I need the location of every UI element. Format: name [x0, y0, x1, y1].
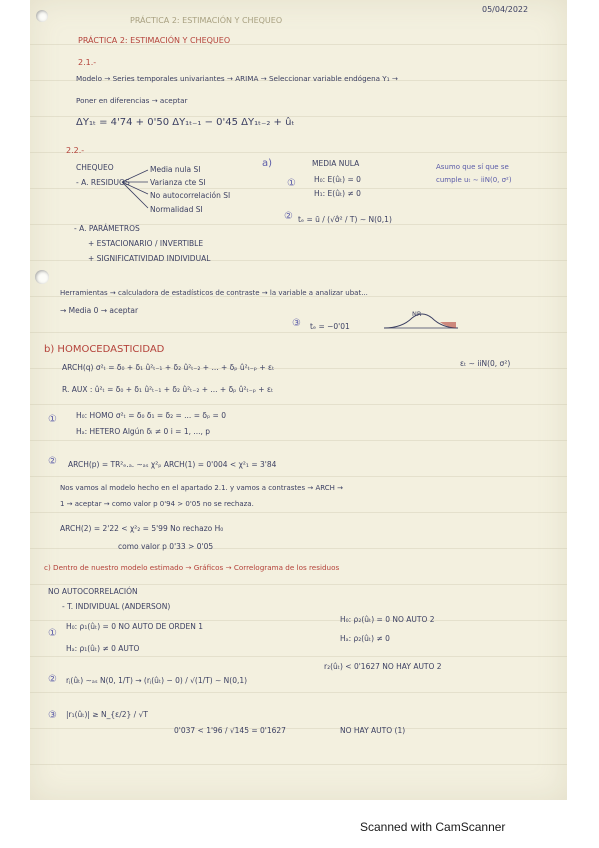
t-statistic: tₑ = ū / (√σ̂² / T) ∼ N(0,1) — [298, 215, 392, 224]
normalidad-item: Normalidad SI — [150, 205, 203, 214]
no-auto-1: NO HAY AUTO (1) — [340, 726, 406, 735]
b-ha: Hₐ: HETERO Algún δᵢ ≠ 0 i = 1, ..., p — [76, 427, 211, 436]
p-value-note: como valor p 0'33 > 0'05 — [118, 542, 214, 551]
s21-line2: Poner en diferencias → aceptar — [76, 96, 188, 105]
c-h0-1: H₀: ρ₁(ûₜ) = 0 NO AUTO DE ORDEN 1 — [66, 622, 204, 631]
varianza-item: Varianza cte SI — [150, 178, 206, 187]
r-aux: R. AUX : û²ₜ = δ₀ + δ₁ û²ₜ₋₁ + δ₂ û²ₜ₋₂ + ... + δₚ û²ₜ₋ₚ + εₜ — [62, 385, 274, 394]
h0-media: H₀: E(ûₜ) = 0 — [314, 175, 361, 184]
c-circle-1: ① — [48, 628, 57, 639]
b-note-2: 1 → aceptar → como valor p 0'94 > 0'05 no se rechaza. — [60, 500, 254, 508]
camscanner-watermark: Scanned with CamScanner — [360, 820, 506, 834]
circle-1: ① — [287, 178, 296, 189]
part-a-label: a) — [262, 158, 273, 169]
b-h0: H₀: HOMO σ²ₜ = δ₀ δ₁ = δ₂ = ... = δₚ = 0 — [76, 411, 226, 420]
t-individual: - T. INDIVIDUAL (ANDERSON) — [62, 602, 171, 611]
b-circle-1: ① — [48, 414, 57, 425]
t-value: tₑ = −0'01 — [310, 322, 350, 331]
circle-3: ③ — [292, 318, 301, 329]
media-nula-title: MEDIA NULA — [312, 159, 360, 168]
arch-p: ARCH(p) = TR²ₑ.ₐ. ∼ₐₛ χ²ₚ ARCH(1) = 0'004 < χ²₁ = 3'84 — [68, 460, 277, 469]
faint-title: PRÁCTICA 2: ESTIMACIÓN Y CHEQUEO — [130, 16, 283, 25]
punch-hole-top — [36, 10, 48, 22]
critical-calc: 0'037 < 1'96 / √145 = 0'1627 — [174, 726, 286, 735]
a-residuos-label: - A. RESIDUOS — [76, 178, 130, 187]
h1-media: H₁: E(ûₜ) ≠ 0 — [314, 189, 361, 198]
no-auto-item: No autocorrelación SI — [150, 191, 231, 200]
critical-rule: |r₁(ûₜ)| ≥ N_{ε/2} / √T — [66, 710, 148, 719]
significatividad-item: + SIGNIFICATIVIDAD INDIVIDUAL — [88, 254, 211, 263]
punch-hole-middle — [35, 270, 49, 284]
b-note-1: Nos vamos al modelo hecho en el apartado 2.1. y vamos a contrastes → ARCH → — [60, 484, 343, 492]
chequeo-label: CHEQUEO — [76, 163, 114, 172]
s21-line1: Modelo → Series temporales univariantes → ARIMA → Seleccionar variable endógena Y₁ → — [76, 74, 398, 83]
section-c-title: c) Dentro de nuestro modelo estimado → Gráficos → Correlograma de los residuos — [44, 563, 340, 572]
normal-curve-sketch — [382, 308, 462, 332]
herramientas-line: Herramientas → calculadora de estadísticos de contraste → la variable a analizar ubat... — [60, 289, 368, 297]
section-2-1-label: 2.1.- — [78, 58, 97, 67]
r2-result: r₂(ûₜ) < 0'1627 NO HAY AUTO 2 — [324, 662, 442, 671]
b-circle-2: ② — [48, 456, 57, 467]
media-0-line: → Media 0 → aceptar — [60, 306, 139, 315]
c-ha-1: Hₐ: ρ₁(ûₜ) ≠ 0 AUTO — [66, 644, 140, 653]
section-2-2-label: 2.2.- — [66, 146, 85, 155]
arch-dist: εₜ ∼ iiN(0, σ²) — [460, 359, 511, 368]
c-circle-2: ② — [48, 674, 57, 685]
c-circle-3: ③ — [48, 710, 57, 721]
no-reject-label: NR — [412, 310, 422, 318]
page-date: 05/04/2022 — [482, 5, 529, 14]
arch-2: ARCH(2) = 2'22 < χ²₂ = 5'99 No rechazo H₀ — [60, 524, 224, 533]
rj-distribution: rⱼ(ûₜ) ∼ₐₛ N(0, 1/T) → (rⱼ(ûₜ) − 0) / √(1/T) ∼ N(0,1) — [66, 676, 248, 685]
arch-model: ARCH(q) σ²ₜ = δ₀ + δ₁ û²ₜ₋₁ + δ₂ û²ₜ₋₂ + ... + δₚ û²ₜ₋ₚ + εₜ — [62, 363, 275, 372]
c-ha-2: Hₐ: ρ₂(ûₜ) ≠ 0 — [340, 634, 390, 643]
side-note-1: Asumo que sí que se — [436, 163, 509, 171]
no-autocorrelacion: NO AUTOCORRELACIÓN — [48, 587, 138, 596]
practice-title: PRÁCTICA 2: ESTIMACIÓN Y CHEQUEO — [78, 36, 231, 45]
section-b-title: b) HOMOCEDASTICIDAD — [44, 344, 165, 355]
a-parametros-label: - A. PARÁMETROS — [74, 224, 140, 233]
media-nula-item: Media nula SI — [150, 165, 201, 174]
estacionario-item: + ESTACIONARIO / INVERTIBLE — [88, 239, 204, 248]
s21-equation: ΔY₁ₜ = 4'74 + 0'50 ΔY₁ₜ₋₁ − 0'45 ΔY₁ₜ₋₂ + ûₜ — [76, 117, 295, 128]
c-h0-2: H₀: ρ₂(ûₜ) = 0 NO AUTO 2 — [340, 615, 435, 624]
side-note-2: cumple uₜ ∼ iiN(0, σ²) — [436, 176, 512, 184]
circle-2: ② — [284, 211, 293, 222]
